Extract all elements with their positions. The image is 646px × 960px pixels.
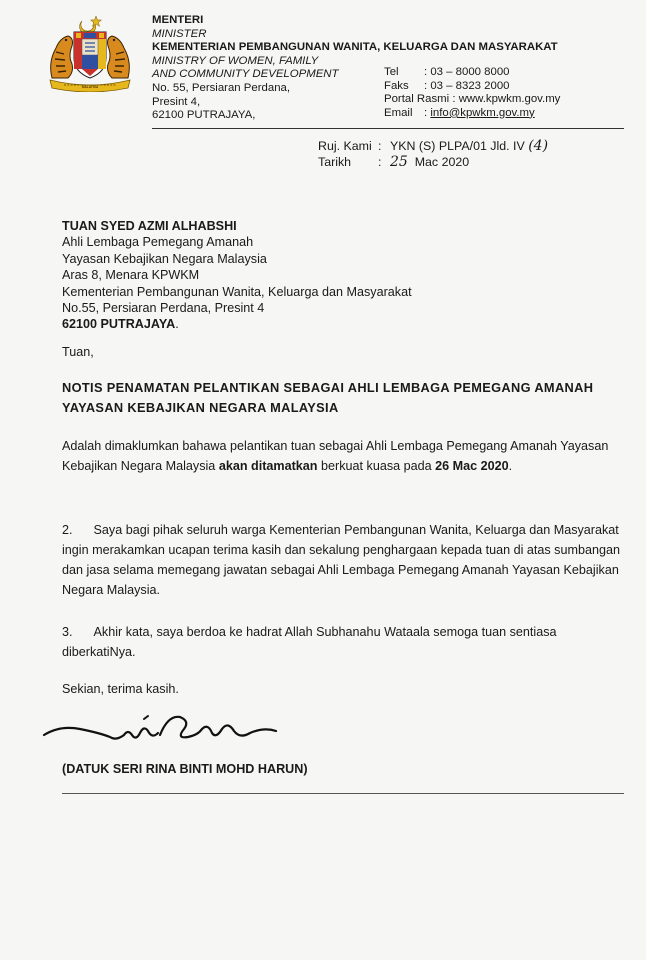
recipient-line-6-end: . bbox=[175, 317, 179, 332]
date-label: Tarikh bbox=[318, 155, 352, 169]
para1-text-a: Adalah dimaklumkan bahawa pelantikan tuan sebagai Ahli Lembaga Pemegang Amanah Yayasan Kebajikan Negara Malaysia bbox=[62, 439, 609, 473]
contact-block bbox=[384, 66, 560, 120]
coat-of-arms-logo bbox=[38, 12, 142, 92]
recipient-line-6: 62100 PUTRAJAYA bbox=[62, 317, 176, 332]
recipient-name: TUAN SYED AZMI ALHABSHI bbox=[62, 219, 237, 233]
email-sep: : bbox=[424, 106, 431, 119]
fax-value: : 03 – 8323 2000 bbox=[424, 79, 510, 92]
paragraph-3 bbox=[62, 622, 622, 662]
email-link[interactable]: info@kpwkm.gov.my bbox=[430, 106, 535, 119]
handwritten-signature bbox=[40, 705, 290, 750]
para3-text: Akhir kata, saya berdoa ke hadrat Allah Subhanahu Wataala semoga tuan sentiasa diberkatiNya. bbox=[62, 625, 557, 659]
header-address-2: Presint 4, bbox=[152, 95, 201, 108]
header-ministry-en-1: MINISTRY OF WOMEN, FAMILY bbox=[152, 54, 319, 67]
header-ministry-en-2: AND COMMUNITY DEVELOPMENT bbox=[152, 68, 339, 81]
para1-bold-a: akan ditamatkan bbox=[218, 459, 318, 473]
header-minister: MINISTER bbox=[152, 27, 207, 40]
recipient-line-1: Ahli Lembaga Pemegang Amanah bbox=[62, 235, 254, 250]
ruj-colon: : bbox=[378, 139, 382, 153]
para1-bold-b: 26 Mac 2020 bbox=[435, 459, 509, 473]
tel-value: : 03 – 8000 8000 bbox=[424, 66, 510, 78]
para2-text: Saya bagi pihak seluruh warga Kementerian Pembangunan Wanita, Keluarga dan Masyarakat ingin merakamkan ucapan terima kasih dan sekalung penghargaan kepada tuan di atas sumbangan dan jasa selama memegang jawatan sebagai Ahli Lembaga Pemegang Amanah Yayasan Kebajikan Negara Malaysia. bbox=[62, 523, 620, 597]
paragraph-1 bbox=[62, 436, 622, 476]
date-colon: : bbox=[378, 155, 382, 169]
header-address-3: 62100 PUTRAJAYA, bbox=[152, 109, 256, 122]
recipient-address bbox=[62, 218, 412, 333]
header-menteri: MENTERI bbox=[152, 14, 204, 26]
footer-divider bbox=[62, 793, 624, 794]
email-row bbox=[384, 107, 560, 121]
para2-number: 2. bbox=[62, 523, 73, 537]
header-ministry-malay: KEMENTERIAN PEMBANGUNAN WANITA, KELUARGA DAN MASYARAKAT bbox=[152, 41, 558, 54]
recipient-line-5: No.55, Persiaran Perdana, Presint 4 bbox=[62, 301, 265, 316]
ruj-row bbox=[318, 138, 548, 154]
para3-number: 3. bbox=[62, 625, 73, 639]
date-value: Mac 2020 bbox=[414, 155, 470, 169]
ruj-handwritten: (4) bbox=[528, 138, 549, 154]
recipient-line-6-row bbox=[62, 316, 412, 332]
date-row bbox=[318, 154, 548, 170]
recipient-line-2: Yayasan Kebajikan Negara Malaysia bbox=[62, 251, 267, 266]
recipient-line-3: Aras 8, Menara KPWKM bbox=[62, 268, 200, 283]
subject-heading: NOTIS PENAMATAN PELANTIKAN SEBAGAI AHLI LEMBAGA PEMEGANG AMANAH YAYASAN KEBAJIKAN NEGARA MALAYSIA bbox=[62, 380, 594, 415]
ruj-label: Ruj. Kami bbox=[318, 139, 372, 153]
header-address-1: No. 55, Persiaran Perdana, bbox=[152, 81, 291, 94]
para1-text-b: berkuat kuasa pada bbox=[317, 459, 436, 473]
email-label: Email bbox=[384, 106, 413, 119]
tel-row bbox=[384, 66, 560, 80]
recipient-line-4: Kementerian Pembangunan Wanita, Keluarga dan Masyarakat bbox=[62, 284, 412, 299]
para1-text-c: . bbox=[508, 459, 513, 473]
portal-row: Portal Rasmi : www.kpwkm.gov.my bbox=[384, 93, 561, 106]
fax-label: Faks bbox=[384, 79, 409, 92]
closing-line: Sekian, terima kasih. bbox=[62, 682, 179, 696]
ruj-value: YKN (S) PLPA/01 Jld. IV bbox=[390, 139, 525, 153]
date-handwritten-day: 25 bbox=[390, 154, 408, 170]
header-divider bbox=[152, 128, 624, 129]
salutation: Tuan, bbox=[62, 345, 94, 359]
signer-name: (DATUK SERI RINA BINTI MOHD HARUN) bbox=[62, 762, 308, 776]
fax-row bbox=[384, 80, 560, 94]
crest-motto: MALAYSIA bbox=[81, 85, 99, 89]
tel-label: Tel bbox=[384, 66, 399, 78]
reference-block bbox=[318, 138, 548, 170]
paragraph-2 bbox=[62, 520, 622, 600]
